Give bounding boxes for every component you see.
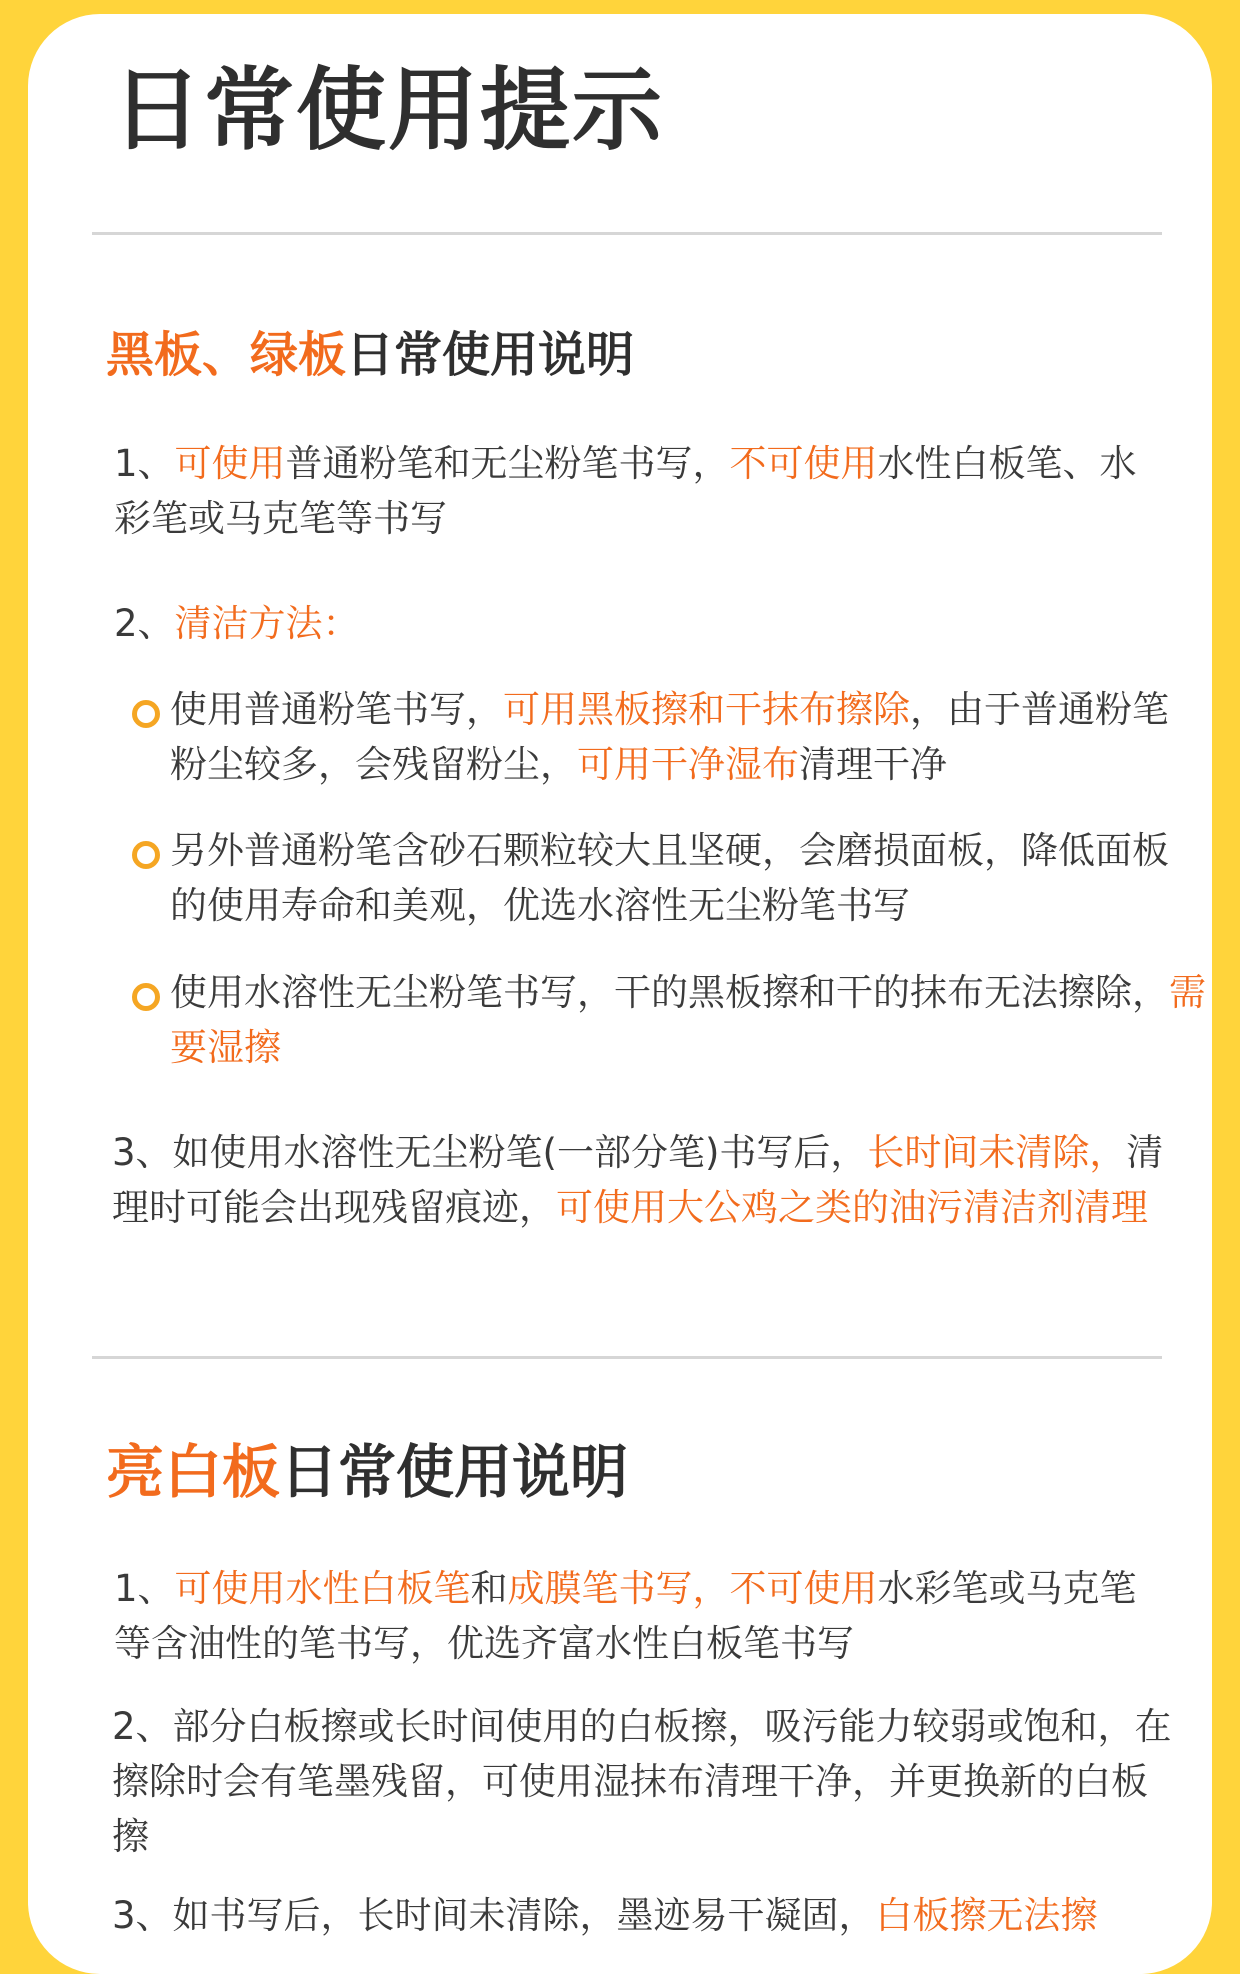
blackboard-bullet-1 (170, 682, 1200, 792)
blackboard-section-title (106, 324, 634, 386)
cleaning-method-label: 清洁方法： (174, 602, 360, 645)
blackboard-item-1 (114, 436, 1164, 546)
blackboard-bullet-3 (170, 965, 1220, 1075)
highlight-text: 可使用大公鸡之类的油污清洁剂清理 (556, 1186, 1148, 1229)
highlight-text: 可用黑板擦和干抹布擦除 (503, 688, 910, 731)
body-text: 2、部分白板擦或长时间使用的白板擦，吸污能力较弱或饱和，在擦除时会有笔墨残留，可使用湿抹布清理干净，并更换新的白板擦 (112, 1705, 1172, 1858)
blackboard-title-rest: 日常使用说明 (346, 327, 635, 383)
body-text: 使用普通粉笔书写， (170, 688, 503, 731)
body-text: 3、如使用水溶性无尘粉笔(一部分笔)书写后， (112, 1131, 868, 1174)
item-number: 1、 (114, 442, 175, 485)
page-title: 日常使用提示 (112, 58, 664, 163)
body-text: 清理时可能会出现残留痕迹， (112, 1131, 1164, 1229)
highlight-text: 成膜笔书写，不可使用 (507, 1567, 878, 1610)
highlight-text: 需要湿擦 (170, 971, 1206, 1069)
bullet-circle-icon (132, 983, 160, 1011)
divider-top (92, 232, 1162, 235)
body-text: 使用水溶性无尘粉笔书写，干的黑板擦和干的抹布无法擦除， (170, 971, 1169, 1014)
highlight-text: 可使用 (174, 442, 286, 485)
body-text: 3、如书写后，长时间未清除，墨迹易干凝固， (112, 1894, 876, 1937)
whiteboard-item-2 (112, 1699, 1172, 1864)
divider-middle (92, 1356, 1162, 1359)
blackboard-item-2 (114, 596, 1164, 651)
bullet-circle-icon (132, 841, 160, 869)
highlight-text: 长时间未清除， (867, 1131, 1127, 1174)
blackboard-bullet-2 (170, 823, 1200, 933)
highlight-text: 不可使用 (729, 442, 878, 485)
highlight-text: 可用干净湿布 (577, 743, 799, 786)
whiteboard-section-title (106, 1436, 628, 1508)
highlight-text: 可使用水性白板笔 (174, 1567, 471, 1610)
whiteboard-item-3 (112, 1888, 1172, 1943)
item-number: 1、 (114, 1567, 175, 1610)
item-number: 2、 (114, 602, 175, 645)
body-text: 和 (470, 1567, 508, 1610)
blackboard-title-highlight: 黑板、绿板 (106, 327, 347, 383)
body-text: 水性白板笔、水彩笔或马克笔等书写 (114, 442, 1137, 540)
body-text: 清理干净 (799, 743, 947, 786)
blackboard-item-3 (112, 1125, 1172, 1235)
whiteboard-item-1 (114, 1561, 1164, 1671)
body-text: 普通粉笔和无尘粉笔书写， (285, 442, 730, 485)
whiteboard-title-highlight: 亮白板 (106, 1438, 281, 1506)
highlight-text: 白板擦无法擦 (875, 1894, 1098, 1937)
whiteboard-title-rest: 日常使用说明 (280, 1438, 629, 1506)
body-text: ，由于普通粉笔粉尘较多，会残留粉尘， (170, 688, 1169, 786)
bullet-circle-icon (132, 700, 160, 728)
body-text: 水彩笔或马克笔等含油性的笔书写，优选齐富水性白板笔书写 (114, 1567, 1137, 1665)
body-text: 另外普通粉笔含砂石颗粒较大且坚硬，会磨损面板，降低面板的使用寿命和美观，优选水溶性无尘粉笔书写 (170, 829, 1169, 927)
